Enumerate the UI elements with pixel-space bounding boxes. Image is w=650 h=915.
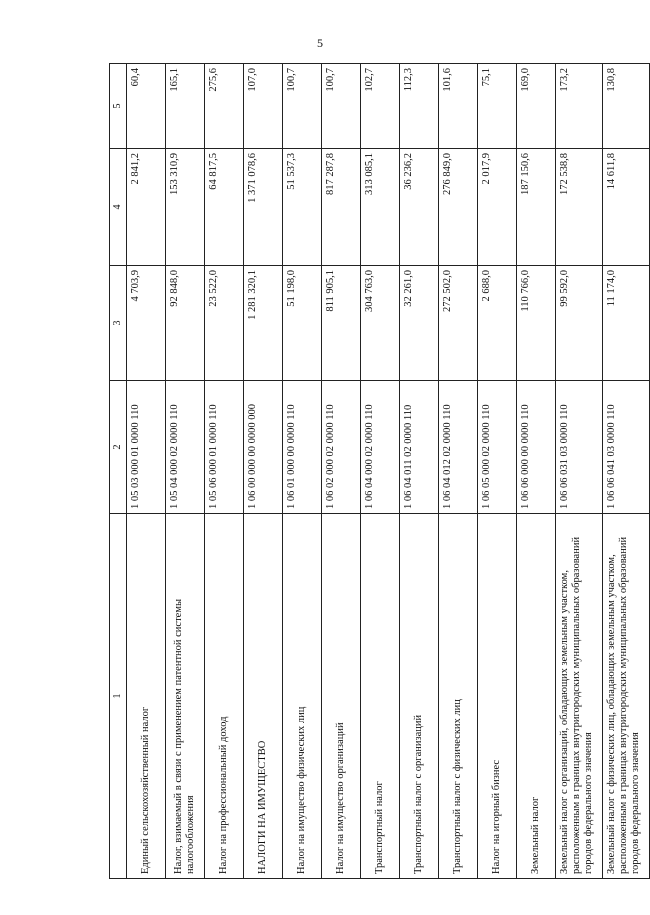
row-plan-value-cell: 51 198,0	[283, 266, 322, 381]
column-number-4: 4	[110, 149, 127, 266]
row-plan-value-cell: 23 522,0	[205, 266, 244, 381]
row-fact-value-cell: 36 236,2	[400, 149, 439, 266]
revenue-table	[109, 63, 650, 879]
row-code-cell: 1 06 05 000 02 0000 110	[478, 381, 517, 514]
row-plan-value-cell: 2 688,0	[478, 266, 517, 381]
row-code-cell: 1 06 06 000 00 0000 110	[517, 381, 556, 514]
row-name-cell: Земельный налог с организаций, обладающих земельным участком, расположенным в границах внутригородских муниципальных образований городов федерального значения	[556, 514, 603, 879]
row-name-cell: Налог на имущество физических лиц	[283, 514, 322, 879]
row-fact-value-cell: 153 310,9	[166, 149, 205, 266]
table-row	[400, 64, 439, 879]
row-code-cell: 1 05 06 000 01 0000 110	[205, 381, 244, 514]
table-row	[439, 64, 478, 879]
row-plan-value-cell: 811 905,1	[322, 266, 361, 381]
row-percent-cell: 101,6	[439, 64, 478, 149]
row-code-cell: 1 06 00 000 00 0000 000	[244, 381, 283, 514]
row-percent-cell: 112,3	[400, 64, 439, 149]
table-row	[603, 64, 650, 879]
table-row	[166, 64, 205, 879]
row-fact-value-cell: 51 537,3	[283, 149, 322, 266]
row-fact-value-cell: 187 150,6	[517, 149, 556, 266]
row-percent-cell: 100,7	[322, 64, 361, 149]
row-name-cell: Земельный налог	[517, 514, 556, 879]
row-fact-value-cell: 276 849,0	[439, 149, 478, 266]
row-code-cell: 1 06 04 000 02 0000 110	[361, 381, 400, 514]
table-header-row	[110, 64, 127, 879]
row-fact-value-cell: 2 017,9	[478, 149, 517, 266]
row-name-cell: Транспортный налог с физических лиц	[439, 514, 478, 879]
rotated-table-frame	[109, 64, 642, 879]
row-code-cell: 1 06 06 041 03 0000 110	[603, 381, 650, 514]
row-plan-value-cell: 32 261,0	[400, 266, 439, 381]
table-row	[556, 64, 603, 879]
row-plan-value-cell: 1 281 320,1	[244, 266, 283, 381]
row-code-cell: 1 06 06 031 03 0000 110	[556, 381, 603, 514]
row-percent-cell: 100,7	[283, 64, 322, 149]
row-name-cell: Налог на игорный бизнес	[478, 514, 517, 879]
row-fact-value-cell: 313 085,1	[361, 149, 400, 266]
row-fact-value-cell: 1 371 078,6	[244, 149, 283, 266]
row-percent-cell: 102,7	[361, 64, 400, 149]
row-code-cell: 1 05 04 000 02 0000 110	[166, 381, 205, 514]
row-code-cell: 1 06 01 000 00 0000 110	[283, 381, 322, 514]
table-row	[361, 64, 400, 879]
row-code-cell: 1 06 04 012 02 0000 110	[439, 381, 478, 514]
column-number-2: 2	[110, 381, 127, 514]
table-row	[127, 64, 166, 879]
row-percent-cell: 75,1	[478, 64, 517, 149]
row-percent-cell: 165,1	[166, 64, 205, 149]
row-percent-cell: 173,2	[556, 64, 603, 149]
row-plan-value-cell: 304 763,0	[361, 266, 400, 381]
table-row	[283, 64, 322, 879]
row-percent-cell: 130,8	[603, 64, 650, 149]
table-row	[517, 64, 556, 879]
row-name-cell: Единый сельскохозяйственный налог	[127, 514, 166, 879]
column-number-3: 3	[110, 266, 127, 381]
page-number: 5	[317, 36, 323, 50]
row-plan-value-cell: 110 766,0	[517, 266, 556, 381]
row-name-cell: Налог, взимаемый в связи с применением патентной системы налогообложения	[166, 514, 205, 879]
row-percent-cell: 275,6	[205, 64, 244, 149]
column-number-1: 1	[110, 514, 127, 879]
row-fact-value-cell: 14 611,8	[603, 149, 650, 266]
row-code-cell: 1 06 02 000 02 0000 110	[322, 381, 361, 514]
row-code-cell: 1 05 03 000 01 0000 110	[127, 381, 166, 514]
table-row	[205, 64, 244, 879]
row-fact-value-cell: 64 817,5	[205, 149, 244, 266]
row-plan-value-cell: 92 848,0	[166, 266, 205, 381]
row-plan-value-cell: 4 703,9	[127, 266, 166, 381]
row-fact-value-cell: 817 287,8	[322, 149, 361, 266]
row-fact-value-cell: 2 841,2	[127, 149, 166, 266]
table-row	[322, 64, 361, 879]
column-number-5: 5	[110, 64, 127, 149]
row-fact-value-cell: 172 538,8	[556, 149, 603, 266]
table-row	[478, 64, 517, 879]
row-percent-cell: 169,0	[517, 64, 556, 149]
table-row	[244, 64, 283, 879]
row-name-cell: Налог на имущество организаций	[322, 514, 361, 879]
row-percent-cell: 60,4	[127, 64, 166, 149]
row-name-cell: Налог на профессиональный доход	[205, 514, 244, 879]
row-code-cell: 1 06 04 011 02 0000 110	[400, 381, 439, 514]
row-plan-value-cell: 11 174,0	[603, 266, 650, 381]
row-name-cell: Земельный налог с физических лиц, обладающих земельным участком, расположенным в границах внутригородских муниципальных образований городов федерального значения	[603, 514, 650, 879]
row-percent-cell: 107,0	[244, 64, 283, 149]
row-name-cell: НАЛОГИ НА ИМУЩЕСТВО	[244, 514, 283, 879]
row-name-cell: Транспортный налог	[361, 514, 400, 879]
row-plan-value-cell: 99 592,0	[556, 266, 603, 381]
row-name-cell: Транспортный налог с организаций	[400, 514, 439, 879]
row-plan-value-cell: 272 502,0	[439, 266, 478, 381]
